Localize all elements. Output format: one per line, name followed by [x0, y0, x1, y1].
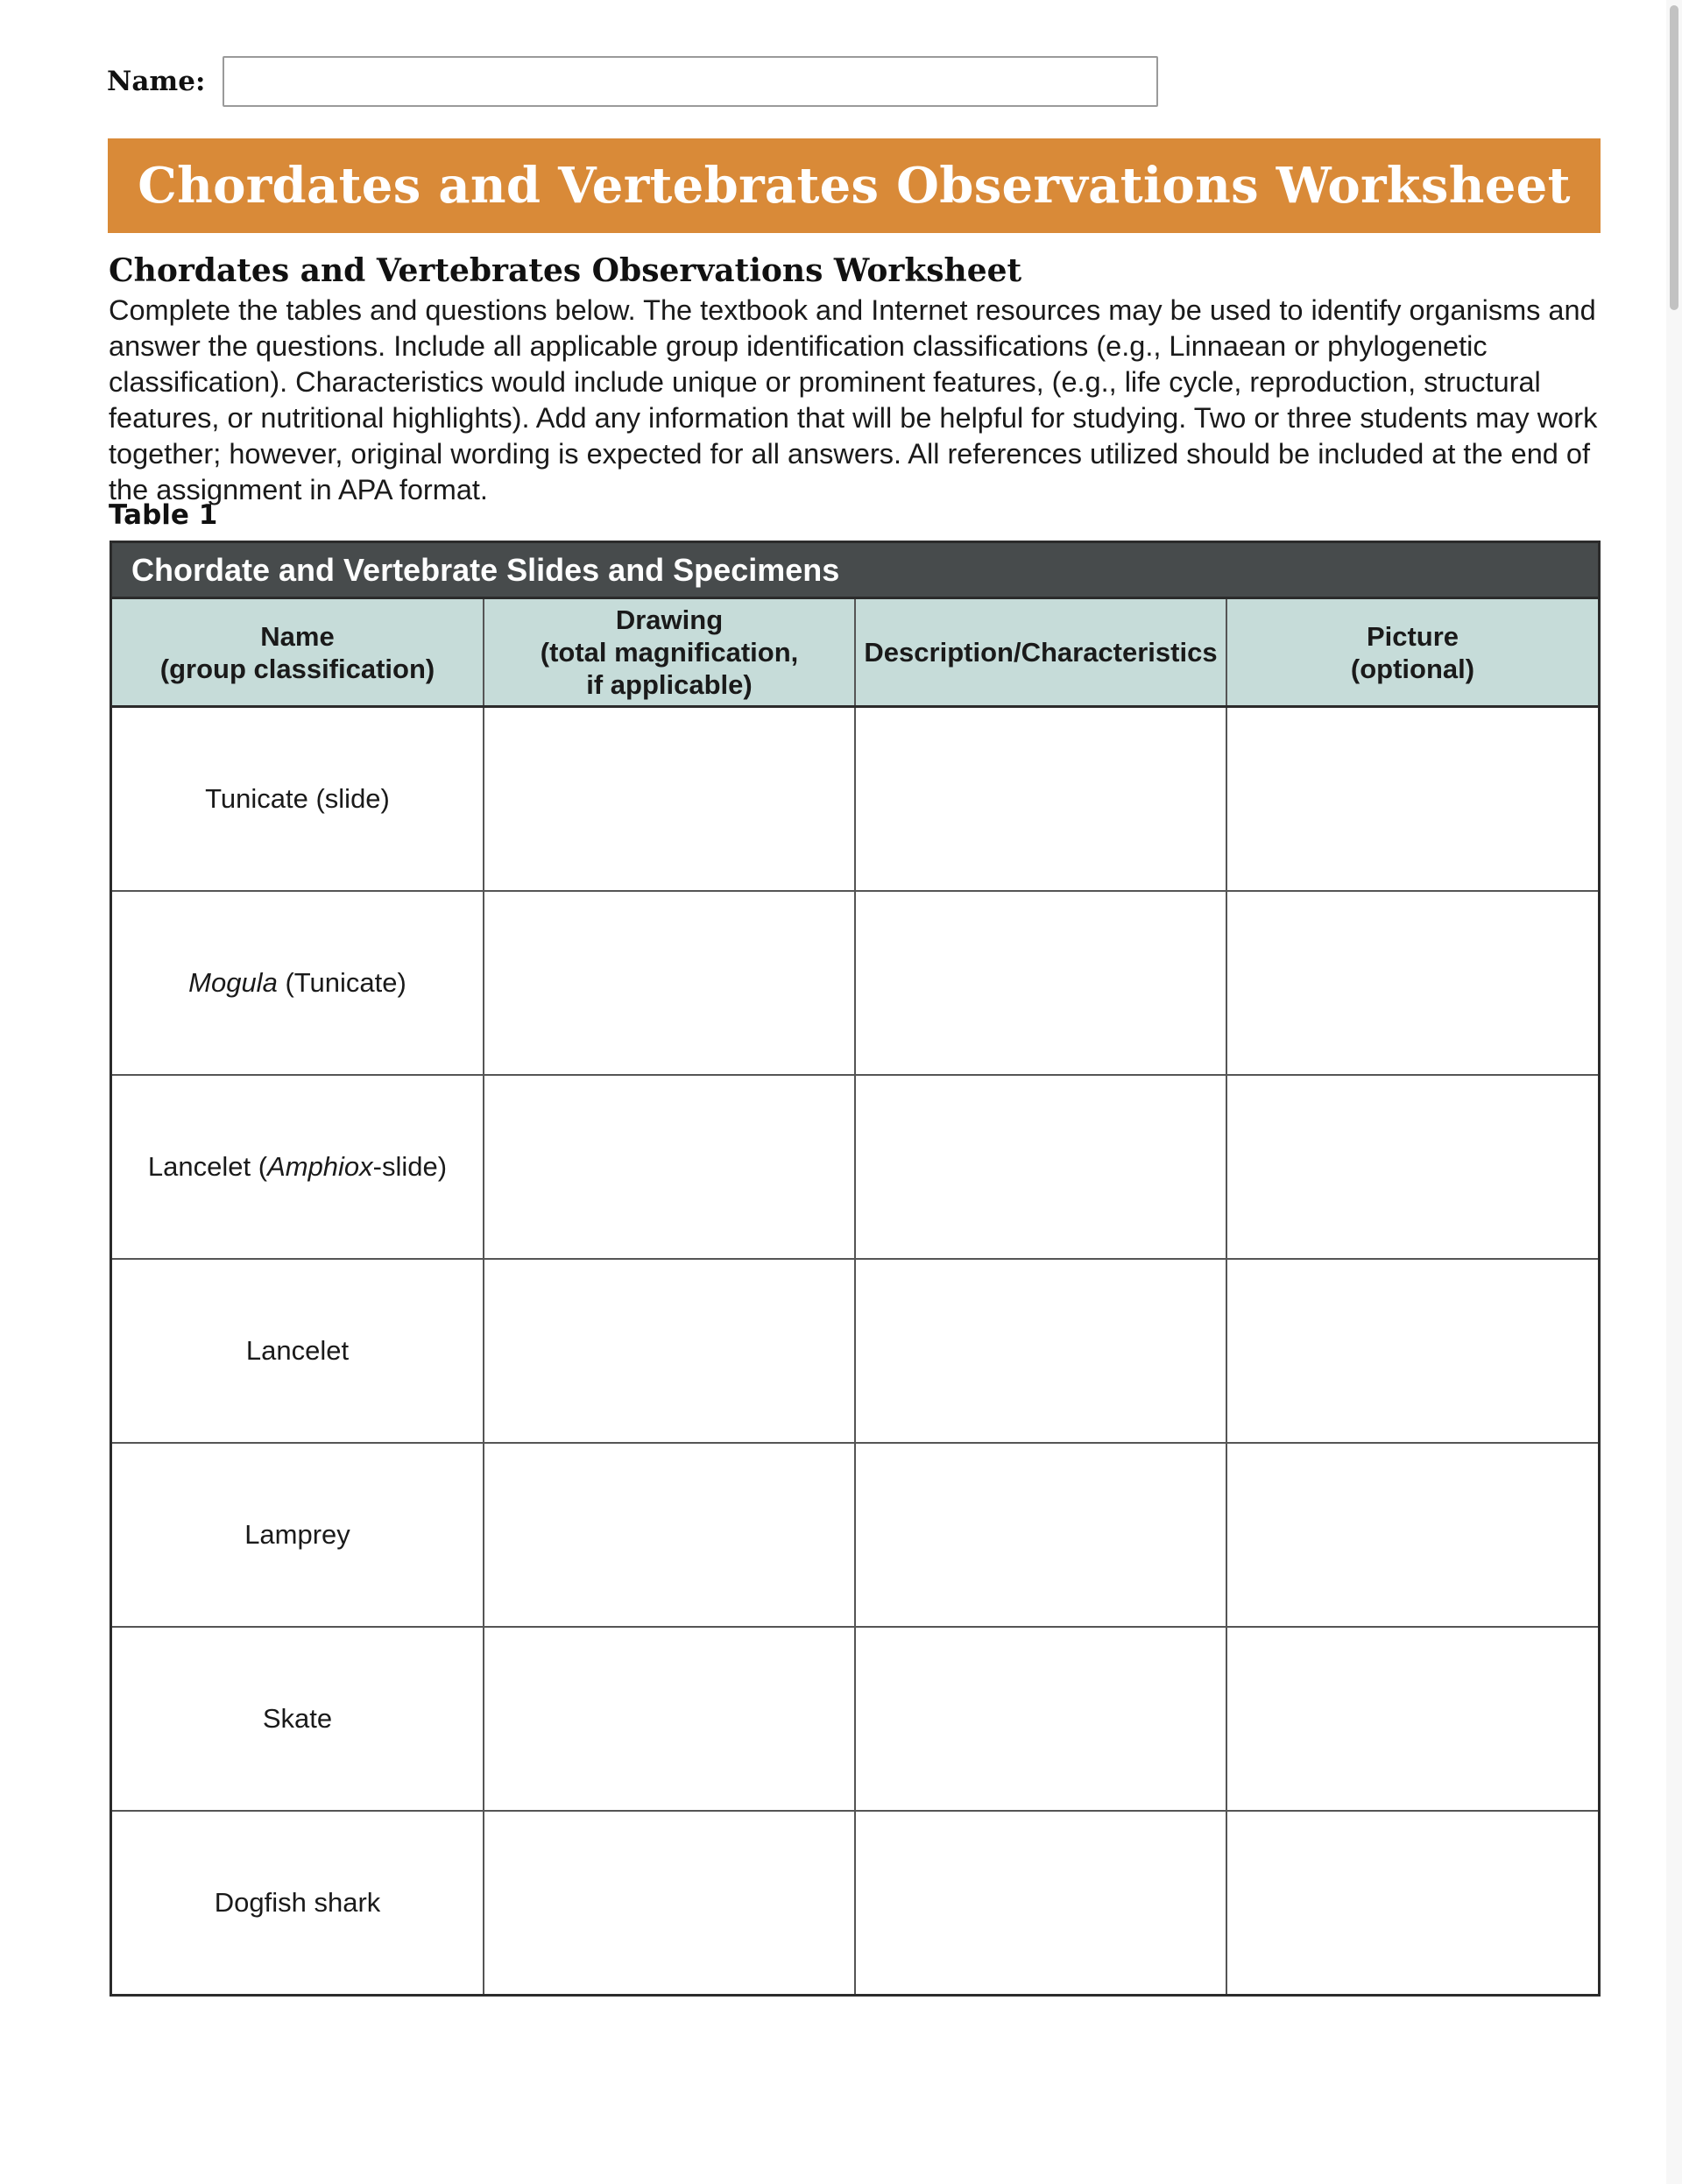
- specimen-name: Lamprey: [244, 1519, 350, 1550]
- specimen-name-cell: [112, 1443, 484, 1627]
- drawing-cell[interactable]: [484, 1259, 855, 1443]
- table-label: Table 1: [109, 499, 218, 531]
- specimen-name-cell: [112, 1811, 484, 1994]
- picture-cell[interactable]: [1226, 707, 1598, 892]
- header-name: [112, 599, 484, 707]
- name-label: Name:: [107, 66, 206, 97]
- table-row: [112, 1627, 1598, 1811]
- intro-instructions: Complete the tables and questions below. The textbook and Internet resources may be used to identify organisms and answer the questions. Include all applicable group identification classifications (e.g., Linnaean or phylogenetic classification). Characteristics would include unique or prominent features, (e.g., life cycle, reproduction, structural features, or nutritional highlights). Add any information that will be helpful for studying. Two or three students may work together; however, original wording is expected for all answers. All references utilized should be included at the end of the assignment in APA format.: [109, 294, 1598, 505]
- table-row: [112, 1443, 1598, 1627]
- specimen-name: Lancelet (: [147, 1151, 268, 1182]
- header-drawing: [484, 599, 855, 707]
- header-drawing-line3: if applicable): [586, 669, 753, 700]
- picture-cell[interactable]: [1226, 1627, 1598, 1811]
- header-row: [112, 599, 1598, 707]
- specimen-name-cell: [112, 1627, 484, 1811]
- specimen-name-suffix: (Tunicate): [277, 967, 406, 998]
- banner-title: Chordates and Vertebrates Observations Worksheet: [138, 157, 1571, 215]
- specimen-name-italic: Amphiox: [267, 1151, 373, 1182]
- header-picture: [1226, 599, 1598, 707]
- header-drawing-line1: Drawing: [615, 604, 724, 635]
- header-description-line1: Description/Characteristics: [864, 637, 1218, 668]
- header-description: [855, 599, 1226, 707]
- table-row: [112, 707, 1598, 892]
- drawing-cell[interactable]: [484, 1075, 855, 1259]
- name-row: [107, 56, 1158, 107]
- specimen-name-cell: [112, 891, 484, 1075]
- description-cell[interactable]: [855, 1443, 1226, 1627]
- title-banner: [108, 138, 1601, 233]
- description-cell[interactable]: [855, 1075, 1226, 1259]
- header-name-line1: Name: [260, 620, 335, 652]
- table-caption: Chordate and Vertebrate Slides and Specimens: [112, 543, 1598, 599]
- drawing-cell[interactable]: [484, 1443, 855, 1627]
- specimen-name-cell: [112, 1075, 484, 1259]
- table-row: [112, 891, 1598, 1075]
- specimens-table: [110, 541, 1601, 1997]
- table-row: [112, 1811, 1598, 1994]
- header-drawing-line2: (total magnification,: [540, 637, 799, 668]
- picture-cell[interactable]: [1226, 891, 1598, 1075]
- picture-cell[interactable]: [1226, 1075, 1598, 1259]
- specimens-grid: [112, 599, 1598, 1994]
- specimen-name: Dogfish shark: [214, 1887, 381, 1918]
- scrollbar-thumb[interactable]: [1670, 5, 1678, 310]
- specimen-name-cell: [112, 707, 484, 892]
- picture-cell[interactable]: [1226, 1259, 1598, 1443]
- header-picture-line2: (optional): [1350, 653, 1475, 684]
- specimen-name-cell: [112, 1259, 484, 1443]
- description-cell[interactable]: [855, 1627, 1226, 1811]
- picture-cell[interactable]: [1226, 1443, 1598, 1627]
- picture-cell[interactable]: [1226, 1811, 1598, 1994]
- name-input[interactable]: [223, 56, 1158, 107]
- drawing-cell[interactable]: [484, 891, 855, 1075]
- intro-section: [109, 251, 1607, 508]
- drawing-cell[interactable]: [484, 707, 855, 892]
- table-row: [112, 1075, 1598, 1259]
- intro-heading: Chordates and Vertebrates Observations Worksheet: [109, 252, 1022, 289]
- description-cell[interactable]: [855, 891, 1226, 1075]
- header-picture-line1: Picture: [1366, 620, 1459, 652]
- description-cell[interactable]: [855, 1811, 1226, 1994]
- header-name-line2: (group classification): [159, 653, 435, 684]
- specimen-name: Skate: [262, 1703, 333, 1734]
- table-row: [112, 1259, 1598, 1443]
- specimen-name-italic: Mogula: [188, 967, 278, 998]
- vertical-scrollbar[interactable]: [1666, 0, 1682, 2184]
- description-cell[interactable]: [855, 707, 1226, 892]
- specimen-name-suffix: -slide): [372, 1151, 448, 1182]
- specimen-name: Tunicate (slide): [205, 783, 390, 814]
- description-cell[interactable]: [855, 1259, 1226, 1443]
- drawing-cell[interactable]: [484, 1627, 855, 1811]
- specimen-name: Lancelet: [245, 1335, 350, 1366]
- drawing-cell[interactable]: [484, 1811, 855, 1994]
